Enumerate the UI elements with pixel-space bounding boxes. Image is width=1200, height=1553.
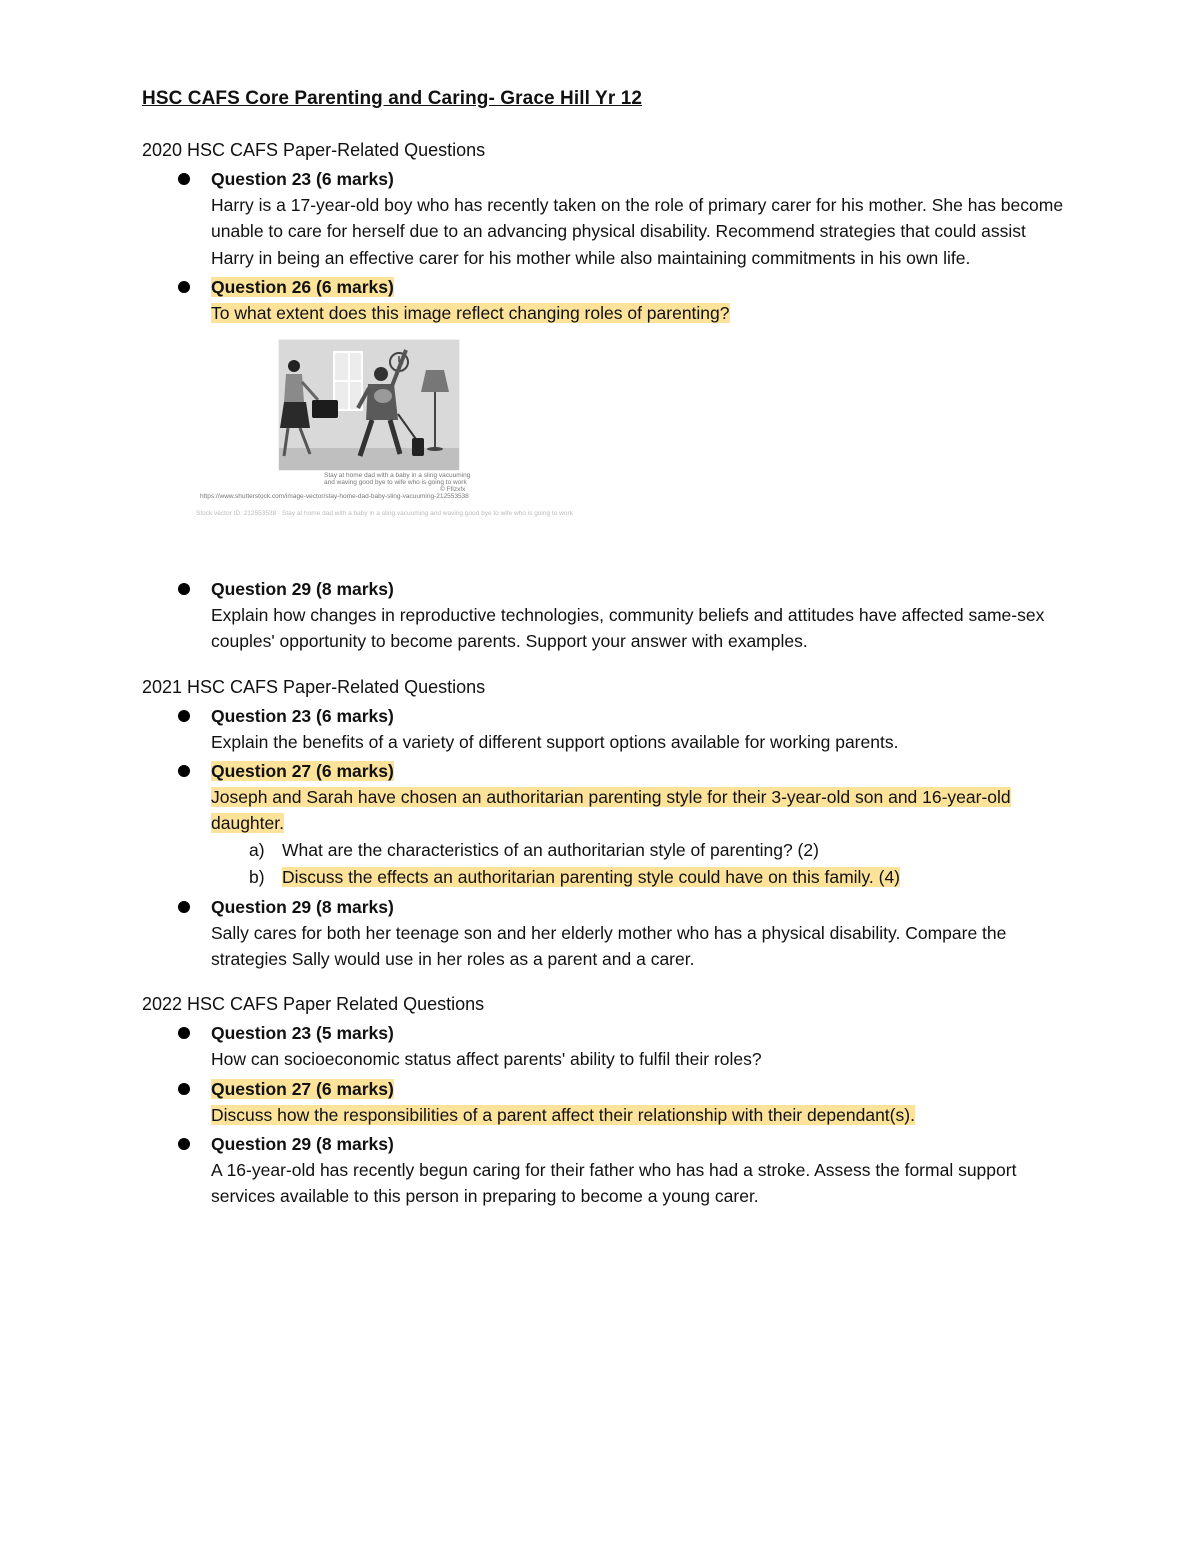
section-2022 bbox=[142, 994, 1072, 1209]
question-item bbox=[142, 1076, 1072, 1128]
question-list bbox=[142, 166, 1072, 655]
bullet-icon bbox=[178, 1027, 190, 1039]
question-text: A 16-year-old has recently begun caring for their father who has had a stroke. Assess the formal support services available to this person in preparing to become a young carer. bbox=[211, 1159, 1017, 1207]
question-text: Harry is a 17-year-old boy who has recently taken on the role of primary carer for his mother. She has become unable to care for herself due to an advancing physical disability. Recommend strategies that could assist Harry in being an effective carer for his mother while also maintaining commitments in his own life. bbox=[211, 195, 1064, 268]
bullet-icon bbox=[178, 583, 190, 595]
question-text: To what extent does this image reflect changing roles of parenting? bbox=[211, 302, 730, 323]
question-part bbox=[211, 837, 1072, 864]
question-text: Discuss how the responsibilities of a parent affect their relationship with their dependant(s). bbox=[211, 1104, 915, 1125]
question-title: Question 27 (6 marks) bbox=[211, 761, 394, 782]
question-image bbox=[194, 338, 573, 538]
bullet-icon bbox=[178, 281, 190, 293]
part-label: b) bbox=[249, 866, 265, 887]
section-heading: 2021 HSC CAFS Paper-Related Questions bbox=[142, 676, 486, 697]
question-title: Question 23 (6 marks) bbox=[211, 705, 394, 726]
image-credit: © Ffizxfx bbox=[440, 486, 466, 494]
question-title: Question 27 (6 marks) bbox=[211, 1078, 394, 1099]
part-label: a) bbox=[249, 839, 265, 860]
bullet-icon bbox=[178, 901, 190, 913]
question-item bbox=[142, 274, 1072, 538]
question-item bbox=[142, 1131, 1072, 1210]
question-list bbox=[142, 1020, 1072, 1209]
question-item bbox=[142, 166, 1072, 271]
bullet-icon bbox=[178, 710, 190, 722]
section-2021 bbox=[142, 677, 1072, 972]
section-heading: 2022 HSC CAFS Paper Related Questions bbox=[142, 994, 485, 1015]
document-title: HSC CAFS Core Parenting and Caring- Grace Hill Yr 12 bbox=[142, 88, 643, 109]
bullet-icon bbox=[178, 1083, 190, 1095]
document-page bbox=[142, 88, 1072, 1231]
bullet-icon bbox=[178, 173, 190, 185]
question-item bbox=[142, 1020, 1072, 1072]
image-caption: and waving good bye to wife who is going to work bbox=[324, 479, 467, 487]
question-title: Question 26 (6 marks) bbox=[211, 276, 394, 297]
question-title: Question 23 (6 marks) bbox=[211, 169, 394, 189]
question-text: Explain how changes in reproductive technologies, community beliefs and attitudes have affected same-sex couples' opportunity to become parents. Support your answer with examples. bbox=[211, 605, 1045, 652]
question-title: Question 29 (8 marks) bbox=[211, 896, 394, 917]
part-text: Discuss the effects an authoritarian parenting style could have on this family. (4) bbox=[282, 866, 901, 887]
question-item bbox=[142, 894, 1072, 973]
question-item bbox=[142, 758, 1072, 891]
bullet-icon bbox=[178, 1138, 190, 1150]
image-source-url: https://www.shutterstock.com/image-vector/stay-home-dad-baby-sling-vacuuming-212553538 bbox=[200, 493, 469, 501]
question-text: Explain the benefits of a variety of different support options available for working parents. bbox=[211, 731, 899, 752]
question-parts bbox=[211, 837, 1072, 891]
question-item bbox=[142, 703, 1072, 755]
image-extra-caption: Stock vector ID: 212553538 · Stay at home dad with a baby in a sling vacuuming and waving good bye to wife who is going to work bbox=[196, 510, 573, 518]
question-title: Question 29 (8 marks) bbox=[211, 579, 394, 600]
section-2020 bbox=[142, 140, 1072, 655]
question-text: Joseph and Sarah have chosen an authoritarian parenting style for their 3-year-old son and 16-year-old daughter. bbox=[211, 787, 1011, 834]
question-title: Question 29 (8 marks) bbox=[211, 1133, 394, 1154]
question-text: How can socioeconomic status affect parents' ability to fulfil their roles? bbox=[211, 1049, 762, 1070]
part-text: What are the characteristics of an authoritarian style of parenting? (2) bbox=[282, 839, 819, 860]
question-list bbox=[142, 703, 1072, 972]
image-caption: Stay at home dad with a baby in a sling vacuuming bbox=[324, 472, 471, 480]
question-item bbox=[142, 576, 1072, 655]
question-part bbox=[211, 864, 1072, 891]
bullet-icon bbox=[178, 765, 190, 777]
section-heading: 2020 HSC CAFS Paper-Related Questions bbox=[142, 140, 486, 160]
question-text: Sally cares for both her teenage son and her elderly mother who has a physical disability. Compare the strategies Sally would use in her roles as a parent and a carer. bbox=[211, 922, 1007, 969]
question-title: Question 23 (5 marks) bbox=[211, 1023, 394, 1044]
